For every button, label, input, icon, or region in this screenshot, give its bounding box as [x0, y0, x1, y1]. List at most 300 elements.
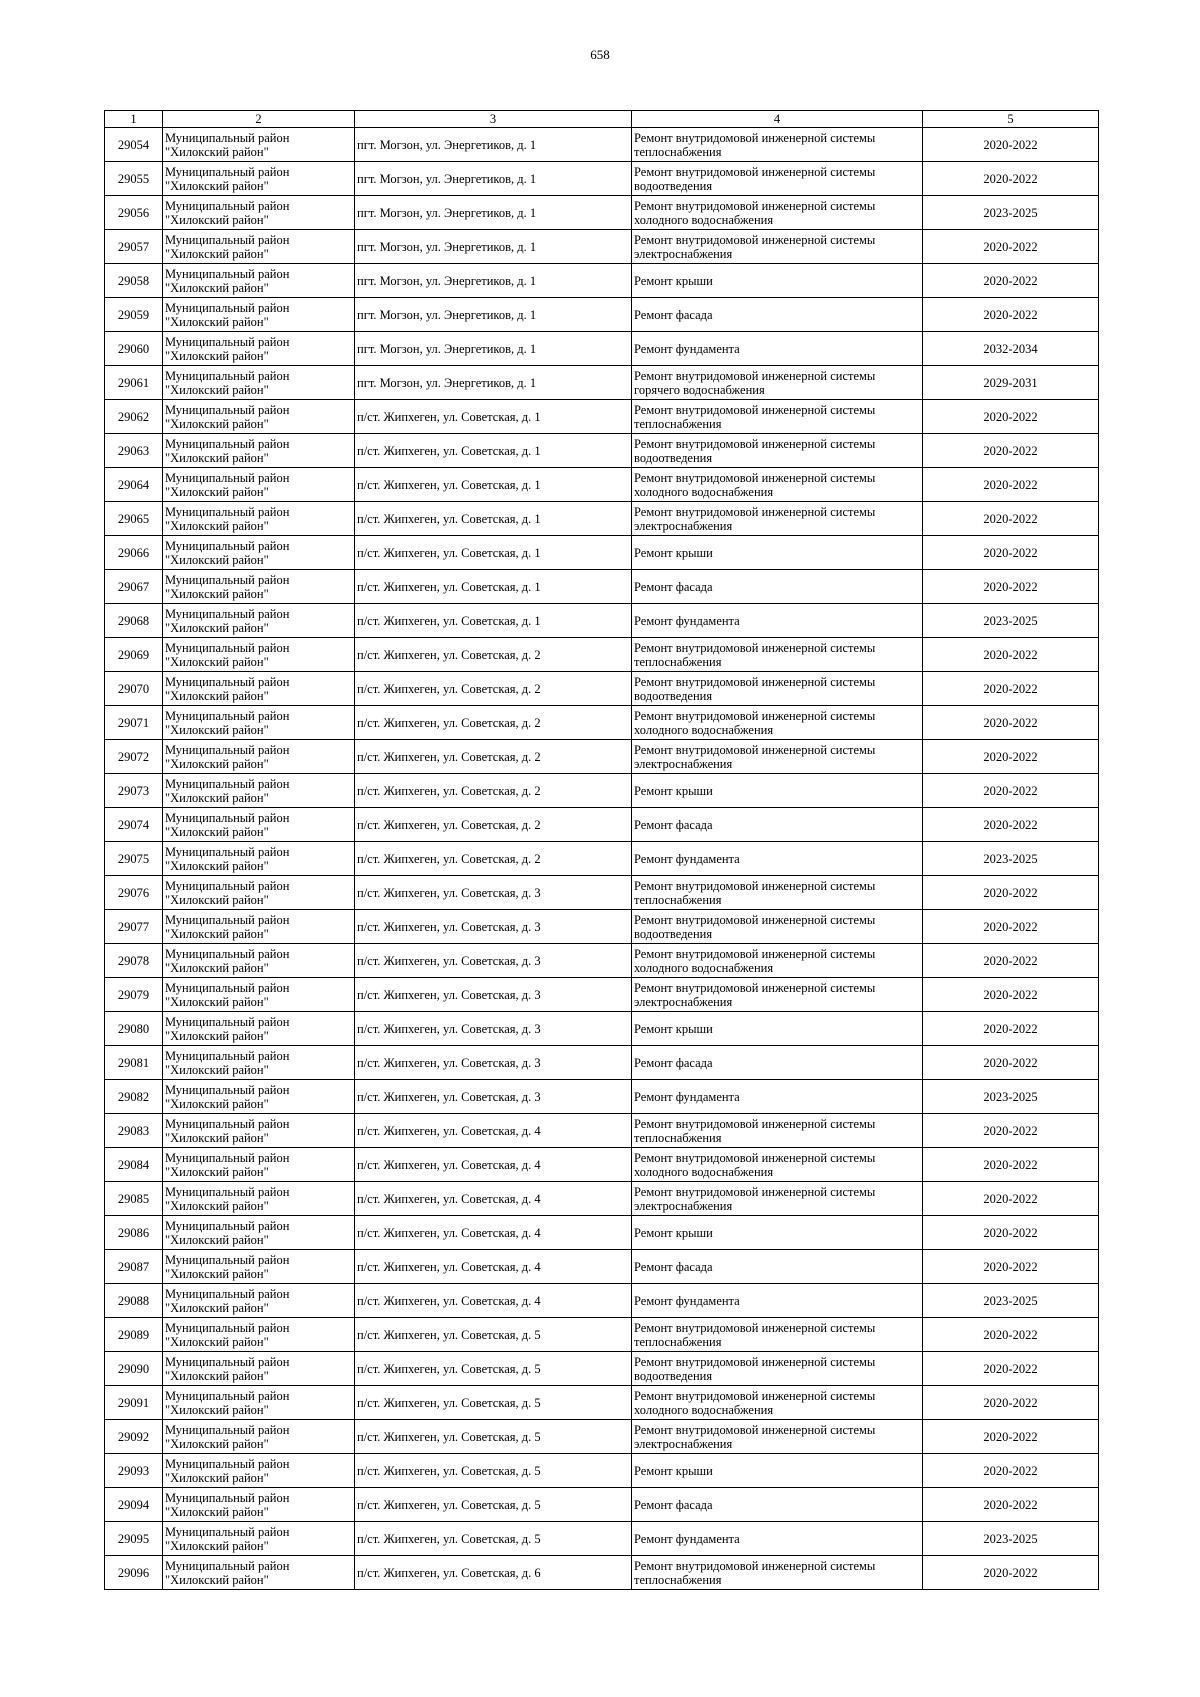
work-line: электроснабжения: [634, 994, 733, 1009]
work-type-cell: [632, 230, 923, 264]
mun-line: Муниципальный район: [165, 1184, 290, 1199]
municipality-cell: [163, 944, 355, 978]
work-line: Ремонт внутридомовой инженерной системы: [634, 368, 876, 383]
table-row: [105, 876, 1099, 910]
work-line: Ремонт фундамента: [634, 851, 740, 866]
table-row: [105, 1250, 1099, 1284]
mun-line: Муниципальный район: [165, 402, 290, 417]
work-type-cell: [632, 1386, 923, 1420]
period-cell: 2020-2022: [923, 1420, 1099, 1454]
work-line: холодного водоснабжения: [634, 1164, 774, 1179]
work-line: Ремонт внутридомовой инженерной системы: [634, 232, 876, 247]
mun-line: Муниципальный район: [165, 538, 290, 553]
work-line: горячего водоснабжения: [634, 382, 765, 397]
municipality-cell: [163, 706, 355, 740]
row-number-cell: 29077: [105, 910, 163, 944]
address-cell: п/ст. Жипхеген, ул. Советская, д. 3: [355, 978, 632, 1012]
municipality-cell: [163, 196, 355, 230]
work-type-cell: [632, 1488, 923, 1522]
work-line: Ремонт крыши: [634, 1463, 713, 1478]
row-number-cell: 29091: [105, 1386, 163, 1420]
row-number-cell: 29059: [105, 298, 163, 332]
table-row: [105, 570, 1099, 604]
municipality-cell: [163, 502, 355, 536]
period-cell: 2020-2022: [923, 1454, 1099, 1488]
municipality-cell: [163, 298, 355, 332]
work-line: холодного водоснабжения: [634, 1402, 774, 1417]
table-row: [105, 978, 1099, 1012]
table-row: [105, 1114, 1099, 1148]
mun-line: "Хилокский район": [165, 1062, 269, 1077]
period-cell: 2020-2022: [923, 1250, 1099, 1284]
address-cell: п/ст. Жипхеген, ул. Советская, д. 4: [355, 1148, 632, 1182]
mun-line: Муниципальный район: [165, 1524, 290, 1539]
work-type-cell: [632, 944, 923, 978]
period-cell: 2020-2022: [923, 1386, 1099, 1420]
work-line: Ремонт внутридомовой инженерной системы: [634, 1150, 876, 1165]
work-type-cell: [632, 162, 923, 196]
header-row: [105, 111, 1099, 128]
work-type-cell: [632, 400, 923, 434]
mun-line: "Хилокский район": [165, 722, 269, 737]
municipality-cell: [163, 230, 355, 264]
mun-line: Муниципальный район: [165, 1082, 290, 1097]
mun-line: Муниципальный район: [165, 844, 290, 859]
period-cell: 2020-2022: [923, 502, 1099, 536]
mun-line: Муниципальный район: [165, 776, 290, 791]
period-cell: 2020-2022: [923, 808, 1099, 842]
row-number-cell: 29058: [105, 264, 163, 298]
work-line: холодного водоснабжения: [634, 484, 774, 499]
row-number-cell: 29093: [105, 1454, 163, 1488]
work-type-cell: [632, 1352, 923, 1386]
table-row: [105, 1522, 1099, 1556]
address-cell: п/ст. Жипхеген, ул. Советская, д. 2: [355, 808, 632, 842]
mun-line: "Хилокский район": [165, 1436, 269, 1451]
work-type-cell: [632, 706, 923, 740]
row-number-cell: 29073: [105, 774, 163, 808]
period-cell: 2020-2022: [923, 706, 1099, 740]
address-cell: пгт. Могзон, ул. Энергетиков, д. 1: [355, 366, 632, 400]
work-type-cell: [632, 1284, 923, 1318]
mun-line: "Хилокский район": [165, 484, 269, 499]
mun-line: Муниципальный район: [165, 572, 290, 587]
table-row: [105, 230, 1099, 264]
row-number-cell: 29066: [105, 536, 163, 570]
work-type-cell: [632, 1216, 923, 1250]
work-type-cell: [632, 332, 923, 366]
work-line: Ремонт внутридомовой инженерной системы: [634, 912, 876, 927]
table-row: [105, 1148, 1099, 1182]
period-cell: 2020-2022: [923, 1556, 1099, 1590]
period-cell: 2020-2022: [923, 400, 1099, 434]
mun-line: "Хилокский район": [165, 654, 269, 669]
mun-line: Муниципальный район: [165, 1422, 290, 1437]
mun-line: "Хилокский район": [165, 586, 269, 601]
period-cell: 2020-2022: [923, 1148, 1099, 1182]
address-cell: пгт. Могзон, ул. Энергетиков, д. 1: [355, 332, 632, 366]
row-number-cell: 29089: [105, 1318, 163, 1352]
municipality-cell: [163, 434, 355, 468]
row-number-cell: 29068: [105, 604, 163, 638]
period-cell: 2020-2022: [923, 1488, 1099, 1522]
row-number-cell: 29065: [105, 502, 163, 536]
mun-line: "Хилокский район": [165, 756, 269, 771]
mun-line: "Хилокский район": [165, 1164, 269, 1179]
address-cell: п/ст. Жипхеген, ул. Советская, д. 3: [355, 876, 632, 910]
row-number-cell: 29069: [105, 638, 163, 672]
work-line: Ремонт внутридомовой инженерной системы: [634, 742, 876, 757]
table-row: [105, 910, 1099, 944]
row-number-cell: 29057: [105, 230, 163, 264]
mun-line: Муниципальный район: [165, 912, 290, 927]
work-type-cell: [632, 468, 923, 502]
municipality-cell: [163, 1556, 355, 1590]
work-type-cell: [632, 536, 923, 570]
address-cell: п/ст. Жипхеген, ул. Советская, д. 1: [355, 536, 632, 570]
mun-line: Муниципальный район: [165, 742, 290, 757]
period-cell: 2023-2025: [923, 196, 1099, 230]
work-type-cell: [632, 264, 923, 298]
mun-line: Муниципальный район: [165, 810, 290, 825]
row-number-cell: 29095: [105, 1522, 163, 1556]
period-cell: 2020-2022: [923, 434, 1099, 468]
work-type-cell: [632, 1148, 923, 1182]
address-cell: п/ст. Жипхеген, ул. Советская, д. 1: [355, 468, 632, 502]
work-type-cell: [632, 876, 923, 910]
row-number-cell: 29070: [105, 672, 163, 706]
mun-line: "Хилокский район": [165, 348, 269, 363]
row-number-cell: 29092: [105, 1420, 163, 1454]
period-cell: 2020-2022: [923, 638, 1099, 672]
work-line: Ремонт фундамента: [634, 613, 740, 628]
table-row: [105, 1318, 1099, 1352]
mun-line: Муниципальный район: [165, 1388, 290, 1403]
address-cell: пгт. Могзон, ул. Энергетиков, д. 1: [355, 196, 632, 230]
mun-line: "Хилокский район": [165, 688, 269, 703]
work-line: Ремонт внутридомовой инженерной системы: [634, 1184, 876, 1199]
table-row: [105, 1012, 1099, 1046]
mun-line: Муниципальный район: [165, 164, 290, 179]
address-cell: пгт. Могзон, ул. Энергетиков, д. 1: [355, 230, 632, 264]
period-cell: 2020-2022: [923, 910, 1099, 944]
table-row: [105, 162, 1099, 196]
mun-line: Муниципальный район: [165, 368, 290, 383]
work-type-cell: [632, 1046, 923, 1080]
period-cell: 2020-2022: [923, 978, 1099, 1012]
table-row: [105, 1284, 1099, 1318]
table-row: [105, 264, 1099, 298]
table-row: [105, 1488, 1099, 1522]
mun-line: "Хилокский район": [165, 858, 269, 873]
municipality-cell: [163, 162, 355, 196]
municipality-cell: [163, 1250, 355, 1284]
address-cell: п/ст. Жипхеген, ул. Советская, д. 4: [355, 1250, 632, 1284]
work-line: Ремонт фасада: [634, 1259, 713, 1274]
period-cell: 2020-2022: [923, 1114, 1099, 1148]
period-cell: 2020-2022: [923, 468, 1099, 502]
table-row: [105, 1556, 1099, 1590]
period-cell: 2023-2025: [923, 1522, 1099, 1556]
period-cell: 2020-2022: [923, 740, 1099, 774]
municipality-cell: [163, 1454, 355, 1488]
period-cell: 2020-2022: [923, 876, 1099, 910]
page-number: 658: [590, 47, 610, 62]
address-cell: п/ст. Жипхеген, ул. Советская, д. 1: [355, 604, 632, 638]
mun-line: "Хилокский район": [165, 1470, 269, 1485]
address-cell: п/ст. Жипхеген, ул. Советская, д. 1: [355, 570, 632, 604]
period-cell: 2020-2022: [923, 774, 1099, 808]
period-cell: 2032-2034: [923, 332, 1099, 366]
mun-line: Муниципальный район: [165, 640, 290, 655]
work-type-cell: [632, 502, 923, 536]
mun-line: "Хилокский район": [165, 416, 269, 431]
address-cell: п/ст. Жипхеген, ул. Советская, д. 3: [355, 944, 632, 978]
mun-line: "Хилокский район": [165, 824, 269, 839]
address-cell: п/ст. Жипхеген, ул. Советская, д. 4: [355, 1114, 632, 1148]
row-number-cell: 29056: [105, 196, 163, 230]
row-number-cell: 29080: [105, 1012, 163, 1046]
row-number-cell: 29071: [105, 706, 163, 740]
municipality-cell: [163, 264, 355, 298]
work-line: Ремонт фасада: [634, 817, 713, 832]
municipality-cell: [163, 910, 355, 944]
mun-line: Муниципальный район: [165, 436, 290, 451]
period-cell: 2023-2025: [923, 604, 1099, 638]
work-line: Ремонт внутридомовой инженерной системы: [634, 1558, 876, 1573]
row-number-cell: 29083: [105, 1114, 163, 1148]
period-cell: 2020-2022: [923, 1352, 1099, 1386]
mun-line: Муниципальный район: [165, 1048, 290, 1063]
work-type-cell: [632, 570, 923, 604]
work-type-cell: [632, 434, 923, 468]
column-header-4: 4: [632, 111, 923, 128]
table-row: [105, 1420, 1099, 1454]
work-type-cell: [632, 672, 923, 706]
column-header-3: 3: [355, 111, 632, 128]
municipality-cell: [163, 1420, 355, 1454]
table-row: [105, 672, 1099, 706]
mun-line: "Хилокский район": [165, 620, 269, 635]
work-type-cell: [632, 1556, 923, 1590]
work-line: электроснабжения: [634, 756, 733, 771]
municipality-cell: [163, 570, 355, 604]
period-cell: 2020-2022: [923, 162, 1099, 196]
municipality-cell: [163, 1522, 355, 1556]
period-cell: 2023-2025: [923, 1080, 1099, 1114]
period-cell: 2020-2022: [923, 298, 1099, 332]
work-line: Ремонт внутридомовой инженерной системы: [634, 402, 876, 417]
mun-line: Муниципальный район: [165, 130, 290, 145]
table-row: [105, 1046, 1099, 1080]
work-line: теплоснабжения: [634, 1130, 722, 1145]
municipality-cell: [163, 1386, 355, 1420]
municipality-cell: [163, 128, 355, 162]
address-cell: п/ст. Жипхеген, ул. Советская, д. 5: [355, 1488, 632, 1522]
work-line: Ремонт фасада: [634, 1497, 713, 1512]
work-line: Ремонт крыши: [634, 1225, 713, 1240]
table-row: [105, 298, 1099, 332]
table-row: [105, 944, 1099, 978]
table-row: [105, 740, 1099, 774]
mun-line: Муниципальный район: [165, 606, 290, 621]
table-row: [105, 536, 1099, 570]
table-row: [105, 128, 1099, 162]
mun-line: "Хилокский район": [165, 280, 269, 295]
mun-line: "Хилокский район": [165, 1130, 269, 1145]
table-row: [105, 400, 1099, 434]
municipality-cell: [163, 468, 355, 502]
work-line: водоотведения: [634, 1368, 713, 1383]
address-cell: п/ст. Жипхеген, ул. Советская, д. 5: [355, 1352, 632, 1386]
mun-line: "Хилокский район": [165, 926, 269, 941]
table-row: [105, 1386, 1099, 1420]
municipality-cell: [163, 1284, 355, 1318]
work-type-cell: [632, 366, 923, 400]
work-type-cell: [632, 1318, 923, 1352]
mun-line: "Хилокский район": [165, 1266, 269, 1281]
period-cell: 2020-2022: [923, 264, 1099, 298]
mun-line: Муниципальный район: [165, 504, 290, 519]
period-cell: 2020-2022: [923, 1012, 1099, 1046]
mun-line: "Хилокский район": [165, 178, 269, 193]
address-cell: п/ст. Жипхеген, ул. Советская, д. 2: [355, 842, 632, 876]
work-line: Ремонт фасада: [634, 579, 713, 594]
municipality-cell: [163, 1182, 355, 1216]
mun-line: "Хилокский район": [165, 960, 269, 975]
row-number-cell: 29090: [105, 1352, 163, 1386]
address-cell: п/ст. Жипхеген, ул. Советская, д. 1: [355, 502, 632, 536]
address-cell: п/ст. Жипхеген, ул. Советская, д. 3: [355, 1012, 632, 1046]
work-line: теплоснабжения: [634, 1334, 722, 1349]
address-cell: п/ст. Жипхеген, ул. Советская, д. 2: [355, 740, 632, 774]
work-line: Ремонт фасада: [634, 1055, 713, 1070]
table-row: [105, 1454, 1099, 1488]
municipality-cell: [163, 1012, 355, 1046]
work-type-cell: [632, 1012, 923, 1046]
work-line: Ремонт внутридомовой инженерной системы: [634, 504, 876, 519]
address-cell: п/ст. Жипхеген, ул. Советская, д. 5: [355, 1454, 632, 1488]
period-cell: 2020-2022: [923, 570, 1099, 604]
work-type-cell: [632, 740, 923, 774]
work-line: теплоснабжения: [634, 892, 722, 907]
row-number-cell: 29055: [105, 162, 163, 196]
row-number-cell: 29054: [105, 128, 163, 162]
row-number-cell: 29075: [105, 842, 163, 876]
address-cell: п/ст. Жипхеген, ул. Советская, д. 5: [355, 1318, 632, 1352]
mun-line: "Хилокский район": [165, 552, 269, 567]
period-cell: 2020-2022: [923, 1318, 1099, 1352]
column-header-2: 2: [163, 111, 355, 128]
repair-schedule-table: [104, 110, 1099, 1590]
row-number-cell: 29096: [105, 1556, 163, 1590]
work-line: Ремонт внутридомовой инженерной системы: [634, 436, 876, 451]
table-row: [105, 706, 1099, 740]
work-type-cell: [632, 978, 923, 1012]
row-number-cell: 29081: [105, 1046, 163, 1080]
mun-line: "Хилокский район": [165, 1028, 269, 1043]
municipality-cell: [163, 332, 355, 366]
mun-line: Муниципальный район: [165, 1286, 290, 1301]
mun-line: "Хилокский район": [165, 994, 269, 1009]
mun-line: Муниципальный район: [165, 300, 290, 315]
mun-line: Муниципальный район: [165, 1558, 290, 1573]
mun-line: "Хилокский район": [165, 450, 269, 465]
address-cell: п/ст. Жипхеген, ул. Советская, д. 2: [355, 638, 632, 672]
work-line: Ремонт крыши: [634, 1021, 713, 1036]
table-row: [105, 638, 1099, 672]
table-row: [105, 332, 1099, 366]
mun-line: Муниципальный район: [165, 266, 290, 281]
mun-line: "Хилокский район": [165, 144, 269, 159]
work-line: Ремонт фундамента: [634, 1293, 740, 1308]
row-number-cell: 29088: [105, 1284, 163, 1318]
mun-line: "Хилокский район": [165, 1572, 269, 1587]
work-line: Ремонт фундамента: [634, 341, 740, 356]
work-line: Ремонт внутридомовой инженерной системы: [634, 164, 876, 179]
row-number-cell: 29063: [105, 434, 163, 468]
municipality-cell: [163, 808, 355, 842]
row-number-cell: 29079: [105, 978, 163, 1012]
mun-line: Муниципальный район: [165, 1150, 290, 1165]
table-row: [105, 366, 1099, 400]
work-type-cell: [632, 1454, 923, 1488]
work-line: Ремонт внутридомовой инженерной системы: [634, 1320, 876, 1335]
mun-line: Муниципальный район: [165, 1116, 290, 1131]
mun-line: "Хилокский район": [165, 314, 269, 329]
period-cell: 2020-2022: [923, 672, 1099, 706]
work-line: Ремонт внутридомовой инженерной системы: [634, 980, 876, 995]
mun-line: Муниципальный район: [165, 946, 290, 961]
municipality-cell: [163, 1318, 355, 1352]
address-cell: пгт. Могзон, ул. Энергетиков, д. 1: [355, 162, 632, 196]
work-type-cell: [632, 1250, 923, 1284]
work-line: теплоснабжения: [634, 654, 722, 669]
work-type-cell: [632, 196, 923, 230]
mun-line: Муниципальный район: [165, 1354, 290, 1369]
mun-line: Муниципальный район: [165, 1252, 290, 1267]
mun-line: "Хилокский район": [165, 1368, 269, 1383]
work-line: Ремонт внутридомовой инженерной системы: [634, 1388, 876, 1403]
mun-line: "Хилокский район": [165, 1334, 269, 1349]
address-cell: пгт. Могзон, ул. Энергетиков, д. 1: [355, 264, 632, 298]
mun-line: "Хилокский район": [165, 1096, 269, 1111]
work-line: водоотведения: [634, 688, 713, 703]
municipality-cell: [163, 1148, 355, 1182]
municipality-cell: [163, 1114, 355, 1148]
period-cell: 2023-2025: [923, 1284, 1099, 1318]
work-line: Ремонт фасада: [634, 307, 713, 322]
table-row: [105, 196, 1099, 230]
work-line: холодного водоснабжения: [634, 960, 774, 975]
work-line: Ремонт фундамента: [634, 1089, 740, 1104]
mun-line: Муниципальный район: [165, 1320, 290, 1335]
municipality-cell: [163, 366, 355, 400]
work-line: водоотведения: [634, 178, 713, 193]
period-cell: 2020-2022: [923, 1216, 1099, 1250]
work-line: Ремонт внутридомовой инженерной системы: [634, 1116, 876, 1131]
work-type-cell: [632, 842, 923, 876]
address-cell: п/ст. Жипхеген, ул. Советская, д. 4: [355, 1284, 632, 1318]
municipality-cell: [163, 1216, 355, 1250]
period-cell: 2020-2022: [923, 944, 1099, 978]
period-cell: 2020-2022: [923, 128, 1099, 162]
mun-line: "Хилокский район": [165, 1402, 269, 1417]
table-row: [105, 468, 1099, 502]
municipality-cell: [163, 876, 355, 910]
address-cell: п/ст. Жипхеген, ул. Советская, д. 3: [355, 1046, 632, 1080]
work-line: Ремонт фундамента: [634, 1531, 740, 1546]
